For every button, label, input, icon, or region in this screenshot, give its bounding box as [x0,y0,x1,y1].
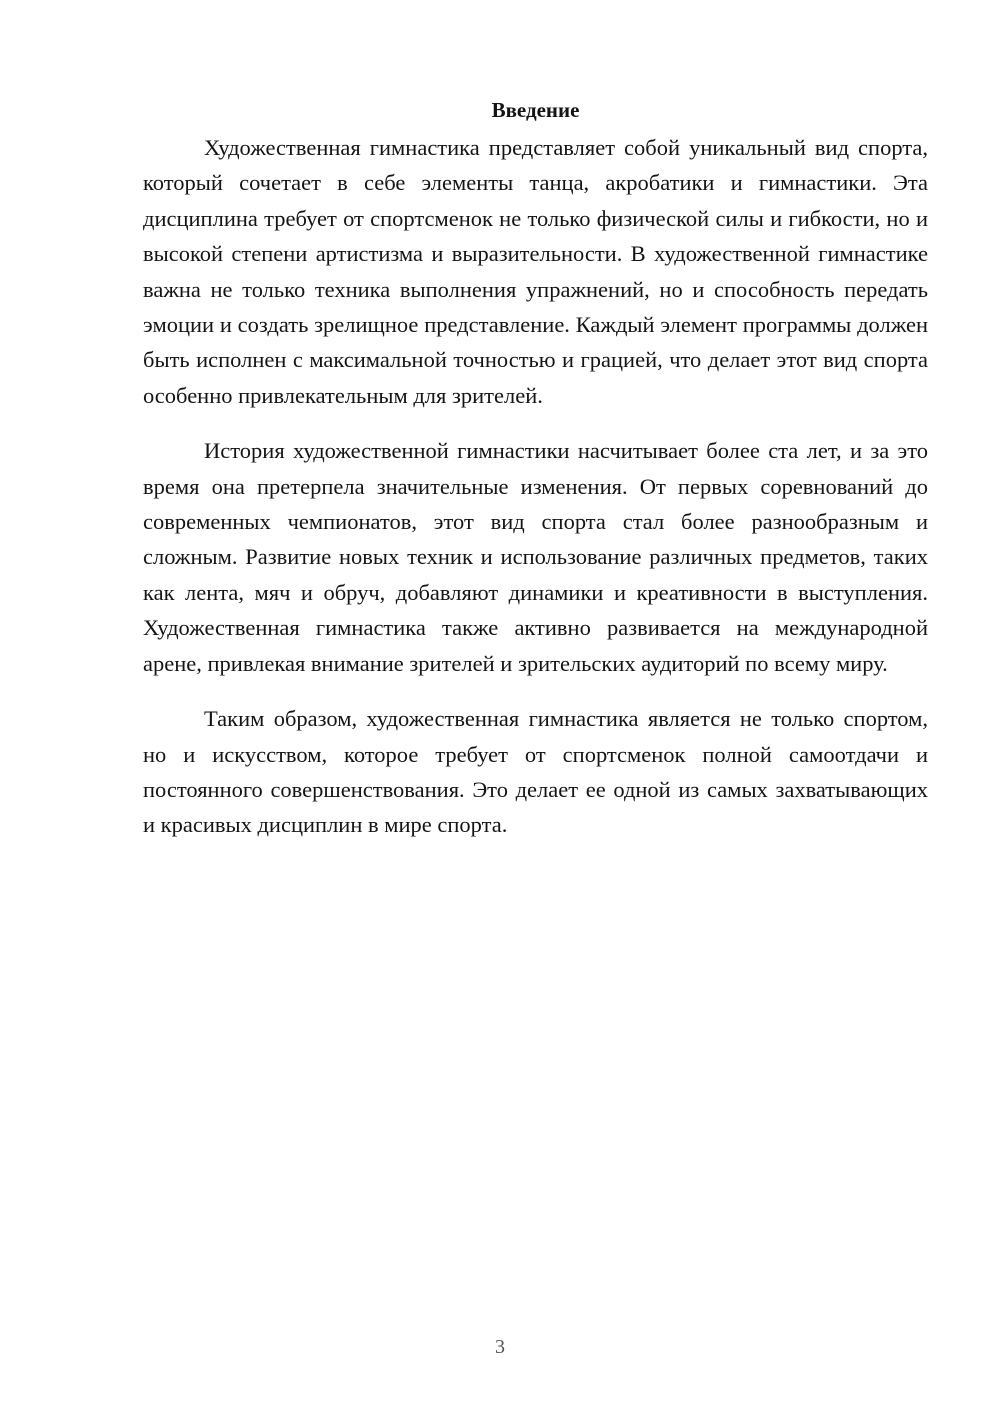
paragraph-conclusion: Таким образом, художественная гимнастика является не только спортом, но и искусством, которое требует от спортсменок полной самоотдачи и постоянного совершенствования. Это делает ее одной из самых захватывающих и красивых дисциплин в мире спорта. [143,706,928,838]
paragraph-history: История художественной гимнастики насчитывает более ста лет, и за это время она претерпела значительные изменения. От первых соревнований до современных чемпионатов, этот вид спорта стал более разнообразным и сложным. Развитие новых техник и использование различных предметов, таких как лента, мяч и обруч, добавляют динамики и креативности в выступления. Художественная гимнастика также активно развивается на международной арене, привлекая внимание зрителей и зрительских аудиторий по всему миру. [143,438,928,676]
page-content [143,92,928,843]
section-title: Введение [491,98,580,122]
paragraph-intro: Художественная гимнастика представляет собой уникальный вид спорта, который сочетает в себе элементы танца, акробатики и гимнастики. Эта дисциплина требует от спортсменок не только физической силы и гибкости, но и высокой степени артистизма и выразительности. В художественной гимнастике важна не только техника выполнения упражнений, но и способность передать эмоции и создать зрелищное представление. Каждый элемент программы должен быть исполнен с максимальной точностью и грацией, что делает этот вид спорта особенно привлекательным для зрителей. [143,135,928,408]
page-number: 3 [495,1336,505,1358]
